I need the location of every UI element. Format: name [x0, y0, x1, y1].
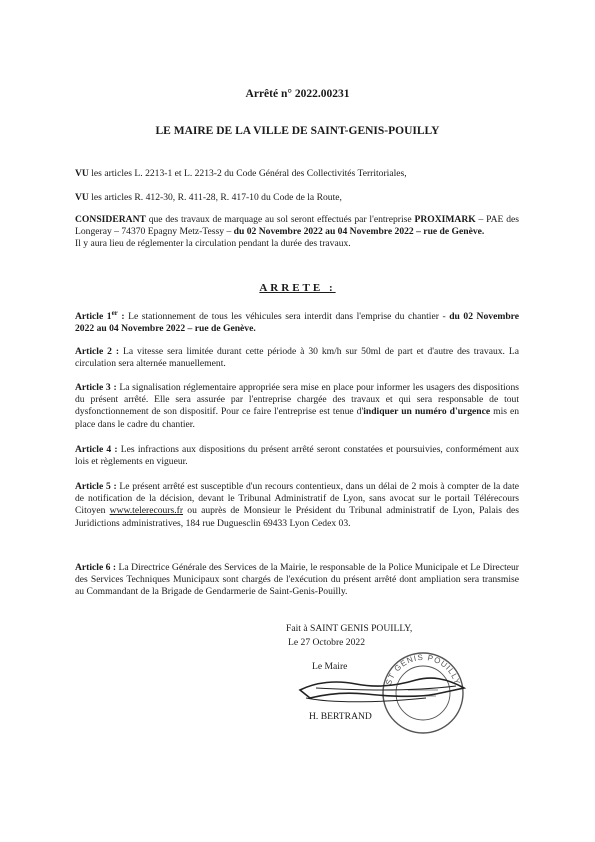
- handwritten-signature: [296, 668, 476, 708]
- considerant-label: CONSIDERANT: [75, 214, 146, 225]
- signatory-name: H. BERTRAND: [309, 711, 372, 722]
- article-6-label: Article 6 :: [75, 562, 117, 573]
- decree-number: Arrêté n° 2022.00231: [245, 88, 350, 100]
- article-3-label: Article 3 :: [75, 382, 117, 393]
- visa-2-text: les articles R. 412-30, R. 411-28, R. 417-10 du Code de la Route,: [88, 192, 342, 203]
- article-5: [75, 481, 519, 530]
- considerant-text-1: que des travaux de marquage au sol seront effectués par l'entreprise: [145, 214, 415, 225]
- visa-2: [75, 192, 519, 204]
- article-4-text: Les infractions aux dispositions du présent arrêté seront constatées et poursuivies, conformément aux lois et règlements en vigueur.: [75, 444, 519, 468]
- arrete-heading: ARRETE :: [259, 282, 336, 294]
- article-5-text: Le présent arrêté est susceptible d'un recours contentieux, dans un délai de 2 mois à compter de la date de notification de la décision, devant le Tribunal Administratif de Lyon, sans avocat sur le portail Télérecours Citoyen: [75, 481, 519, 517]
- article-4-label: Article 4 :: [75, 444, 118, 455]
- issuing-authority: LE MAIRE DE LA VILLE DE SAINT-GENIS-POUILLY: [155, 125, 440, 137]
- article-3-end: mis en place dans le cadre du chantier.: [75, 406, 520, 430]
- telerecours-link[interactable]: www.telerecours.fr: [109, 505, 184, 517]
- article-5-end: ou auprès de Monsieur le Président du Tribunal administratif de Lyon, Palais des Juridictions administratives, 184 rue Duguesclin 69433 Lyon Cedex 03.: [75, 505, 519, 529]
- article-4: [75, 444, 519, 468]
- considerant-line-2: Il y aura lieu de réglementer la circulation pendant la durée des travaux.: [75, 238, 351, 250]
- article-1-label: Article 1er :: [75, 309, 125, 323]
- visa-2-label: VU: [75, 192, 89, 203]
- article-1-dates: du 02 Novembre 2022 au 04 Novembre 2022 – rue de Genève.: [75, 311, 520, 335]
- signature-date: Le 27 Octobre 2022: [288, 637, 365, 648]
- considerant-company: PROXIMARK: [414, 214, 476, 225]
- considerant-dates: du 02 Novembre 2022 au 04 Novembre 2022 – rue de Genève.: [233, 226, 485, 238]
- article-6: [75, 562, 519, 599]
- article-1: [75, 307, 519, 336]
- seal-text: ST GENIS POUILLY: [384, 652, 462, 687]
- considerant-text-2: – PAE des Longeray – 74370 Epagny Metz-Tessy –: [75, 214, 519, 238]
- article-3-text: La signalisation réglementaire appropriée sera mise en place pour informer les usagers des dispositions du présent arrêté. Elle sera assurée par l'entreprise chargée des travaux et qui sera responsable de tout dysfonctionnement de son dispositif. Pour ce faire l'entreprise est tenue d': [75, 382, 519, 418]
- article-3-emergency: indiquer un numéro d'urgence: [363, 406, 491, 418]
- signature-place: Fait à SAINT GENIS POUILLY,: [286, 623, 413, 634]
- visa-1-text: les articles L. 2213-1 et L. 2213-2 du Code Général des Collectivités Territoriales,: [88, 168, 407, 179]
- article-1-text: Le stationnement de tous les véhicules sera interdit dans l'emprise du chantier -: [124, 311, 450, 323]
- article-2-label: Article 2 :: [75, 346, 120, 357]
- article-5-label: Article 5 :: [75, 481, 117, 492]
- visa-1-label: VU: [75, 168, 89, 179]
- article-3: [75, 382, 519, 431]
- signature-role: Le Maire: [312, 661, 348, 672]
- article-2: [75, 346, 519, 370]
- article-2-text: La vitesse sera limitée durant cette période à 30 km/h sur 50ml de part et d'autre des travaux. La circulation sera alternée manuellement.: [75, 346, 519, 370]
- considerant-paragraph: [75, 214, 519, 251]
- article-6-text: La Directrice Générale des Services de la Mairie, le responsable de la Police Municipale et Le Directeur des Services Techniques Municipaux sont chargés de l'exécution du présent arrêté dont ampliation sera transmise au Commandant de la Brigade de Gendarmerie de Saint-Genis-Pouilly.: [75, 562, 519, 598]
- visa-1: [75, 168, 519, 180]
